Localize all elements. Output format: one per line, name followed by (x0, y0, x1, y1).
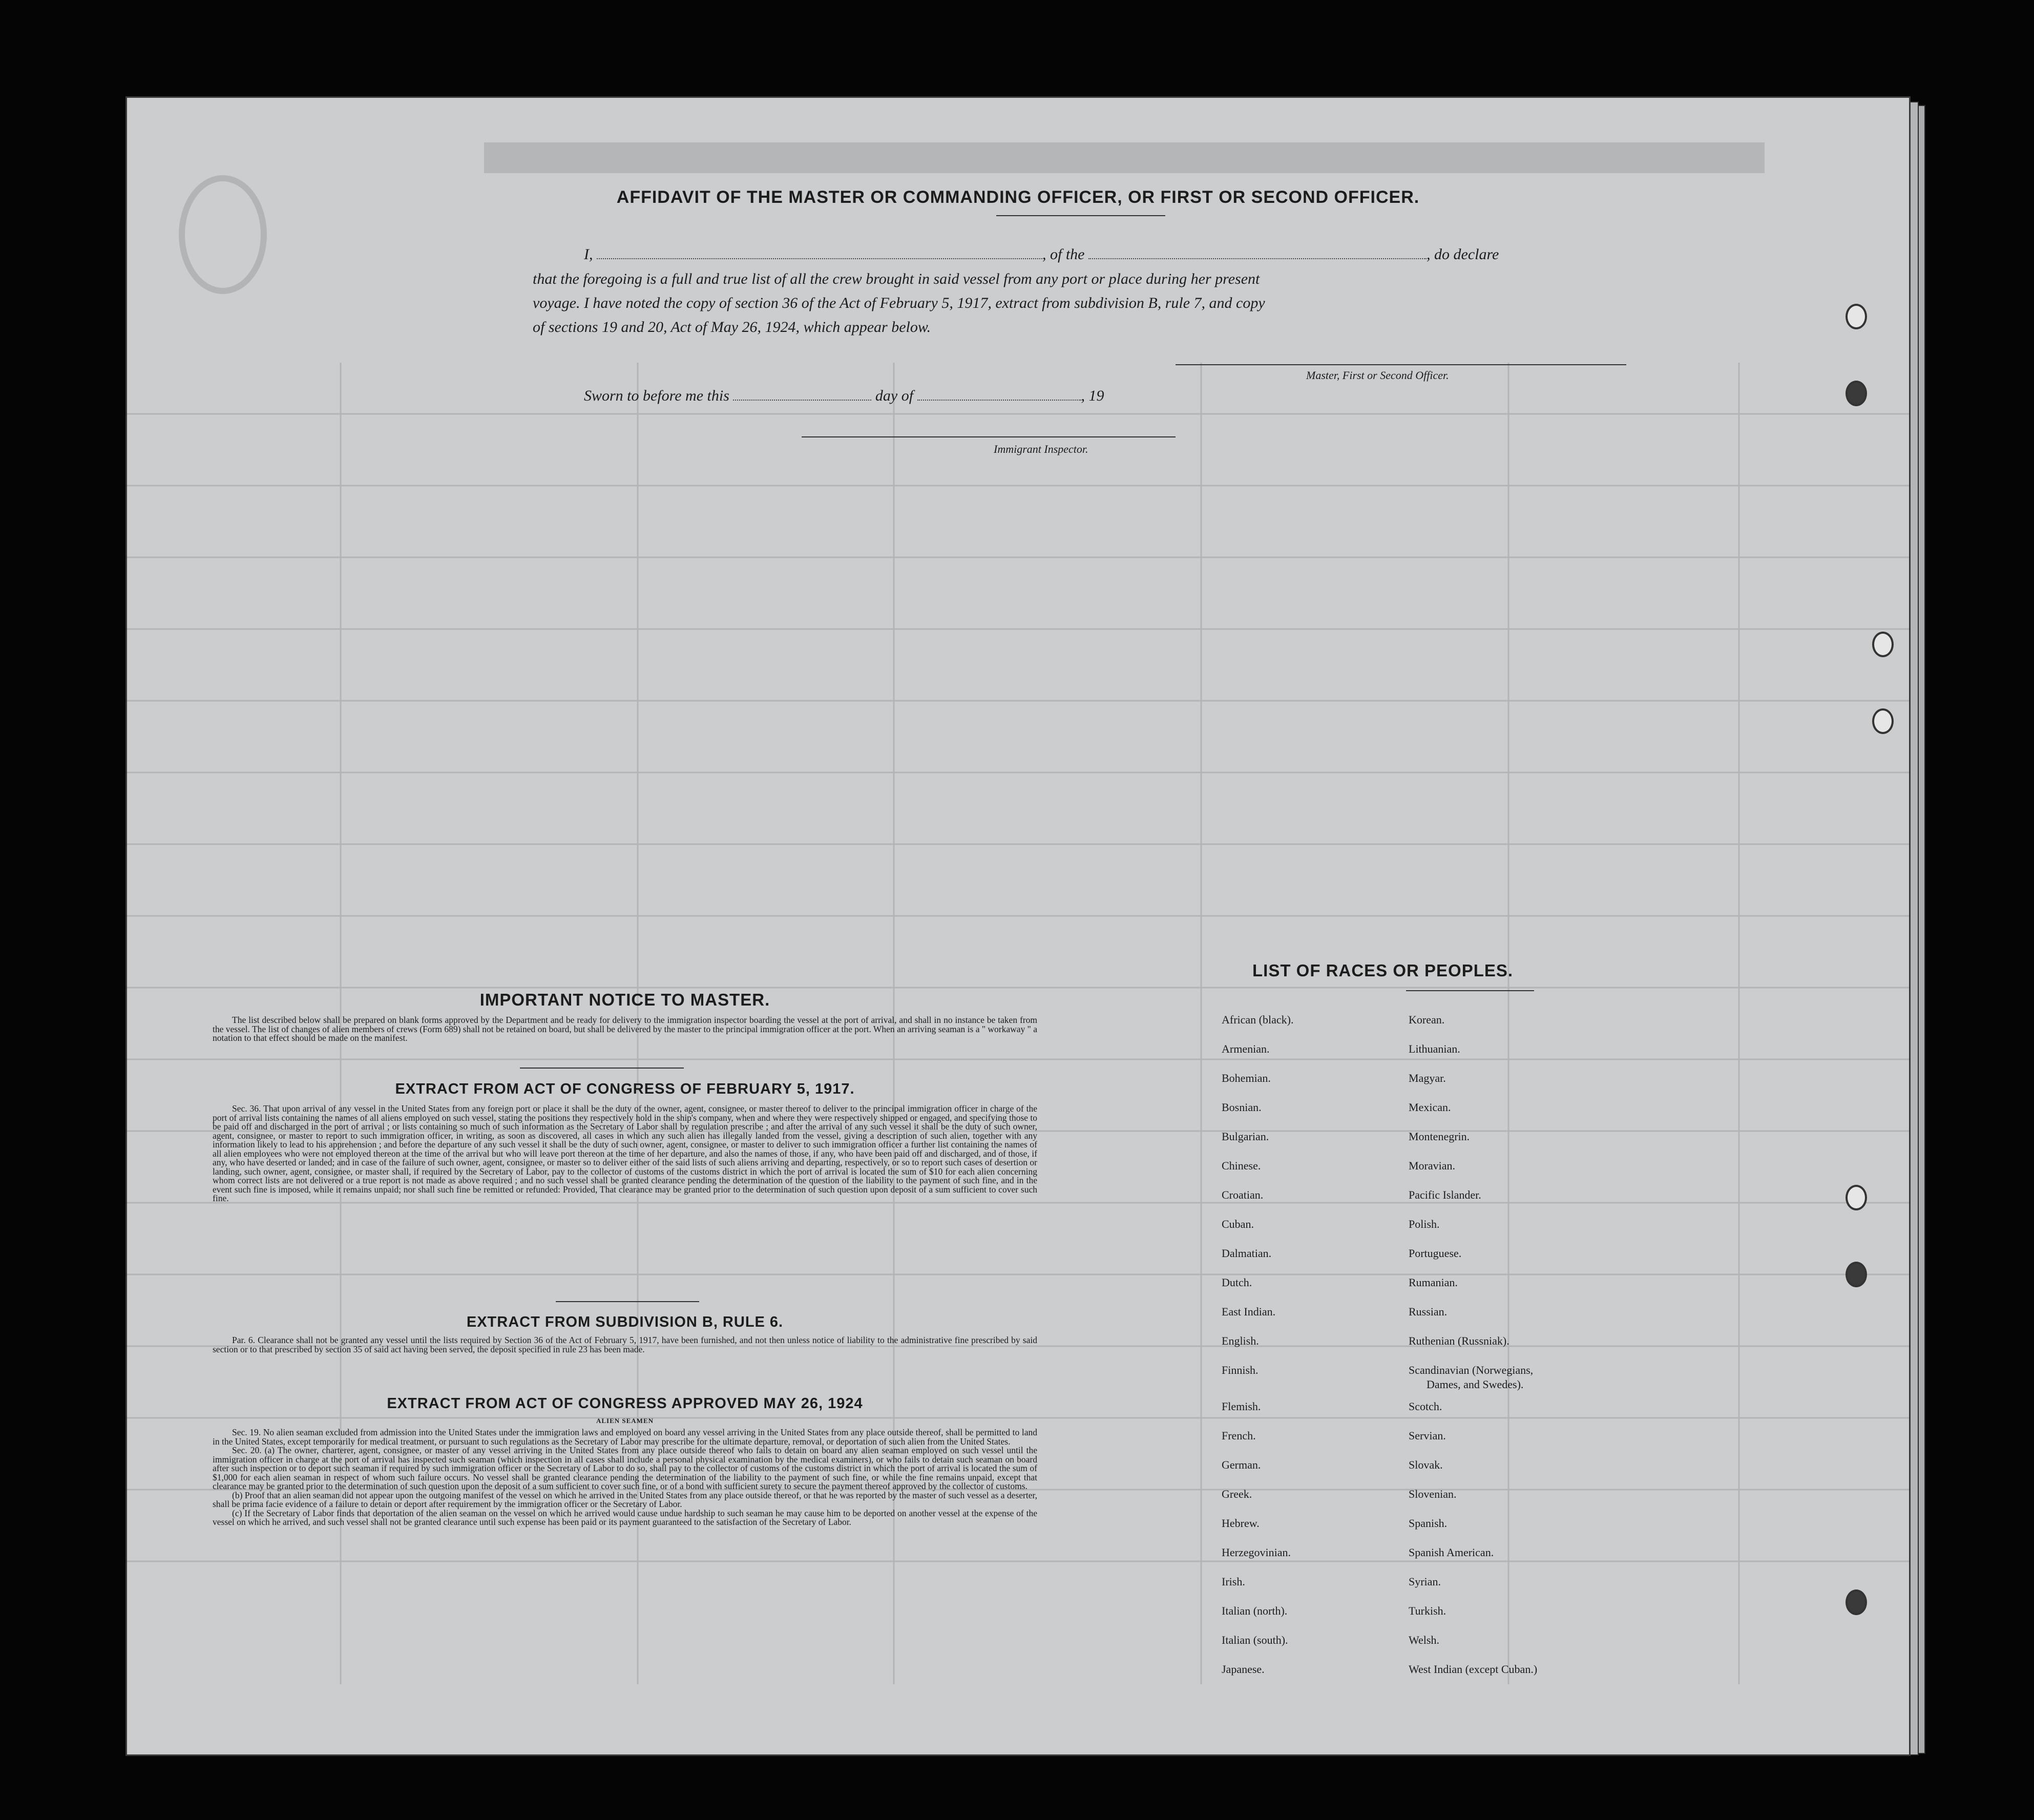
race-item: Cuban. (1222, 1218, 1254, 1230)
race-item: Chinese. (1222, 1159, 1261, 1172)
extract-1924-subtitle: ALIEN SEAMEN (596, 1417, 654, 1425)
race-item: Turkish. (1409, 1604, 1446, 1617)
race-item: Spanish. (1409, 1517, 1448, 1530)
race-item: Spanish American. (1409, 1546, 1494, 1559)
extract-1917-title: EXTRACT FROM ACT OF CONGRESS OF FEBRUARY 5, 1917. (395, 1081, 855, 1097)
extract-1924-body (213, 1428, 1037, 1527)
race-item: Slovak. (1409, 1458, 1443, 1471)
affidavit-title-rule (996, 215, 1165, 216)
race-item: Flemish. (1222, 1400, 1261, 1413)
race-item: Hebrew. (1222, 1517, 1260, 1530)
race-item: Syrian. (1409, 1575, 1441, 1588)
notice-title: IMPORTANT NOTICE TO MASTER. (479, 990, 770, 1009)
race-item: Pacific Islander. (1409, 1188, 1481, 1201)
signature-line (1176, 364, 1626, 365)
race-item: Dalmatian. (1222, 1247, 1272, 1260)
race-item: Portuguese. (1409, 1247, 1462, 1260)
binder-hole (1872, 632, 1894, 657)
race-item: Bohemian. (1222, 1072, 1271, 1084)
affidavit-i: I, (584, 246, 593, 263)
extract-1917-body (213, 1104, 1037, 1203)
binder-hole (1846, 1589, 1867, 1615)
race-item: Bosnian. (1222, 1101, 1262, 1114)
vessel-field[interactable] (1088, 258, 1427, 259)
sworn-date-field[interactable] (733, 400, 871, 401)
affidavit-line-3: voyage. I have noted the copy of section 36 of the Act of February 5, 1917, extract from subdivision B, rule 7, and copy (533, 295, 1265, 311)
binder-hole (1846, 381, 1867, 406)
rule-6-body (213, 1336, 1037, 1354)
race-item: Dames, and Swedes). (1427, 1378, 1524, 1391)
rule-6-title: EXTRACT FROM SUBDIVISION B, RULE 6. (466, 1314, 784, 1330)
race-item: Servian. (1409, 1429, 1446, 1442)
race-item: Korean. (1409, 1013, 1445, 1026)
race-item: Scotch. (1409, 1400, 1442, 1413)
section-20c-paragraph: (c) If the Secretary of Labor finds that deportation of the alien seaman on the vessel on which he arrived would cause undue hardship to such seaman he may cause him to be deported on another vessel at the expense of the vessel on which he arrived, and such vessel shall not be granted clearance until such expense has been paid or its payment guaranteed to the satisfaction of the Secretary of Labor. (213, 1508, 1037, 1527)
document-page (125, 96, 1911, 1756)
race-item: Slovenian. (1409, 1488, 1457, 1500)
sworn-text: Sworn to before me this (584, 387, 729, 404)
sworn-month-field[interactable] (917, 400, 1081, 401)
race-item: Greek. (1222, 1488, 1252, 1500)
binder-hole (1846, 304, 1867, 329)
race-item: Rumanian. (1409, 1276, 1458, 1289)
binder-hole (1872, 708, 1894, 734)
race-item: East Indian. (1222, 1305, 1276, 1318)
race-item: West Indian (except Cuban.) (1409, 1663, 1538, 1676)
signature-label: Master, First or Second Officer. (1306, 369, 1449, 382)
inspector-signature-line (802, 436, 1176, 437)
race-item: Herzegovinian. (1222, 1546, 1291, 1559)
section-20a-paragraph: Sec. 20. (a) The owner, charterer, agent, consignee, or master of any vessel arriving in the United States from any place outside thereof who fails to detain on board any alien seaman employed on such vessel until the immigration officer in charge at the port of arrival has inspected such seaman (which inspection in all cases shall include a personal physical examination by the medical examiners), or who fails to detain such seaman on board after such inspection or to deport such seaman if required by such immigration officer or the Secretary of Labor to do so, shall pay to the collector of customs of the customs district in which the port of arrival is located the sum of $1,000 for each alien seaman in respect of whom such failure occurs. No vessel shall be granted clearance pending the determination of the liability to the payment of such fine, or while the fine remains unpaid, except that clearance may be granted prior to the determination of such question upon the deposit of a sum sufficient to cover such fine, or of a bond with sufficient surety to secure the payment thereof approved by the collector of customs. (213, 1445, 1037, 1491)
section-20b-paragraph: (b) Proof that an alien seaman did not appear upon the outgoing manifest of the vessel on which he arrived in the United States from any place outside thereof, or that he was reported by the master of such vessel as a deserter, shall be prima facie evidence of a failure to detain or deport after requirement by the immigration officer or the Secretary of Labor. (213, 1490, 1037, 1509)
race-item: Bulgarian. (1222, 1130, 1269, 1143)
race-item: Italian (north). (1222, 1604, 1288, 1617)
race-item: Magyar. (1409, 1072, 1446, 1084)
affidavit-line-4: of sections 19 and 20, Act of May 26, 1924, which appear below. (533, 319, 931, 336)
race-item: Japanese. (1222, 1663, 1265, 1676)
divider-2 (556, 1301, 699, 1302)
section-36-paragraph: Sec. 36. That upon arrival of any vessel in the United States from any foreign port or place it shall be the duty of the owner, agent, consignee, or master thereof to deliver to the principal immigration officer in charge of the port of arrival lists containing the names of all aliens employed on such vessel, stating the positions they respectively hold in the ship's company, when and where they were respectively shipped or engaged, and specifying those to be paid off and discharged in the port of arrival ; or lists containing so much of such information as the Secretary of Labor shall by regulation prescribe ; and after the arrival of any such vessel it shall be the duty of such owner, agent, consignee, or master to report to such immigration officer, in writing, as soon as discovered, all cases in which any such alien has illegally landed from the vessel, giving a description of such alien, together with any information likely to lead to his apprehension ; and before the departure of any such vessel it shall be the duty of such owner, agent, consignee, or master to deliver to such immigration officer a further list containing the names of all alien employees who were not employed thereon at the time of the arrival but who will leave port thereon at the time of her departure, and also the names of those, if any, who have been paid off and discharged, and of those, if any, who have deserted or landed; and in case of the failure of such owner, agent, consignee, or master so to deliver either of the said lists of such aliens arriving and departing, respectively, or so to report such cases of desertion or landing, such owner, agent, consignee, or master shall, if required by the Secretary of Labor, pay to the collector of customs of the customs district in which the port of arrival is located the sum of $10 for each alien concerning whom correct lists are not delivered or a true report is not made as above required ; and no such vessel shall be granted clearance pending the determination of the question of the liability to the payment of such fine, and in the event such fine is imposed, while it remains unpaid; nor shall such fine be remitted or refunded: Provided, That clearance may be granted prior to the determination of such question upon deposit of a sum sufficient to cover such fine. (213, 1103, 1037, 1203)
rule-6-paragraph: Par. 6. Clearance shall not be granted any vessel until the lists required by Section 36 of the Act of February 5, 1917, have been furnished, and not then unless notice of liability to the administrative fine prescribed by said section or to that prescribed by section 35 of said act having been served, the deposit specified in rule 23 has been made. (213, 1335, 1037, 1354)
races-title: LIST OF RACES OR PEOPLES. (1252, 961, 1514, 980)
affidavit-line-1 (584, 246, 1499, 263)
race-item: African (black). (1222, 1013, 1294, 1026)
race-item: Italian (south). (1222, 1634, 1288, 1646)
race-item: English. (1222, 1334, 1259, 1347)
races-title-rule (1406, 990, 1534, 991)
race-item: Russian. (1409, 1305, 1448, 1318)
race-item: French. (1222, 1429, 1256, 1442)
race-item: Finnish. (1222, 1364, 1259, 1376)
year-text: , 19 (1081, 387, 1104, 404)
binder-hole (1846, 1185, 1867, 1210)
race-item: Ruthenian (Russniak). (1409, 1334, 1509, 1347)
race-item: Moravian. (1409, 1159, 1456, 1172)
day-of-text: day of (875, 387, 914, 404)
affidavit-of-the: , of the (1042, 246, 1085, 263)
race-item: Dutch. (1222, 1276, 1252, 1289)
race-item: Scandinavian (Norwegians, (1409, 1364, 1534, 1376)
inspector-label: Immigrant Inspector. (994, 443, 1088, 455)
race-item: Mexican. (1409, 1101, 1451, 1114)
binder-hole (1846, 1262, 1867, 1287)
race-item: Montenegrin. (1409, 1130, 1470, 1143)
race-item: Welsh. (1409, 1634, 1439, 1646)
sworn-line (584, 387, 1104, 405)
extract-1924-title: EXTRACT FROM ACT OF CONGRESS APPROVED MAY 26, 1924 (387, 1395, 863, 1412)
notice-paragraph: The list described below shall be prepared on blank forms approved by the Department and be ready for delivery to the immigration inspector boarding the vessel at the port of arrival, and shall in no instance be taken from the vessel. The list of changes of alien members of crews (Form 689) shall not be retained on board, but shall be delivered by the master to the principal immigration officer at the port. When an arriving seaman is a " workaway " a notation to that effect should be made on the manifest. (213, 1015, 1037, 1043)
affidavit-title: AFFIDAVIT OF THE MASTER OR COMMANDING OFFICER, OR FIRST OR SECOND OFFICER. (616, 187, 1420, 207)
notice-body (213, 1016, 1037, 1043)
race-item: Armenian. (1222, 1042, 1270, 1055)
name-field[interactable] (597, 258, 1042, 259)
race-item: Croatian. (1222, 1188, 1264, 1201)
divider-1 (520, 1068, 684, 1069)
affidavit-line-2: that the foregoing is a full and true list of all the crew brought in said vessel from any port or place during her present (533, 270, 1260, 287)
race-item: Irish. (1222, 1575, 1245, 1588)
race-item: Polish. (1409, 1218, 1440, 1230)
affidavit-declare: , do declare (1427, 246, 1499, 263)
section-19-paragraph: Sec. 19. No alien seaman excluded from admission into the United States under the immigration laws and employed on board any vessel arriving in the United States from any place outside thereof, shall be permitted to land in the United States, except temporarily for medical treatment, or pursuant to such regulations as the Secretary of Labor may prescribe for the ultimate departure, removal, or deportation of such alien from the United States. (213, 1427, 1037, 1447)
race-item: German. (1222, 1458, 1261, 1471)
race-item: Lithuanian. (1409, 1042, 1460, 1055)
